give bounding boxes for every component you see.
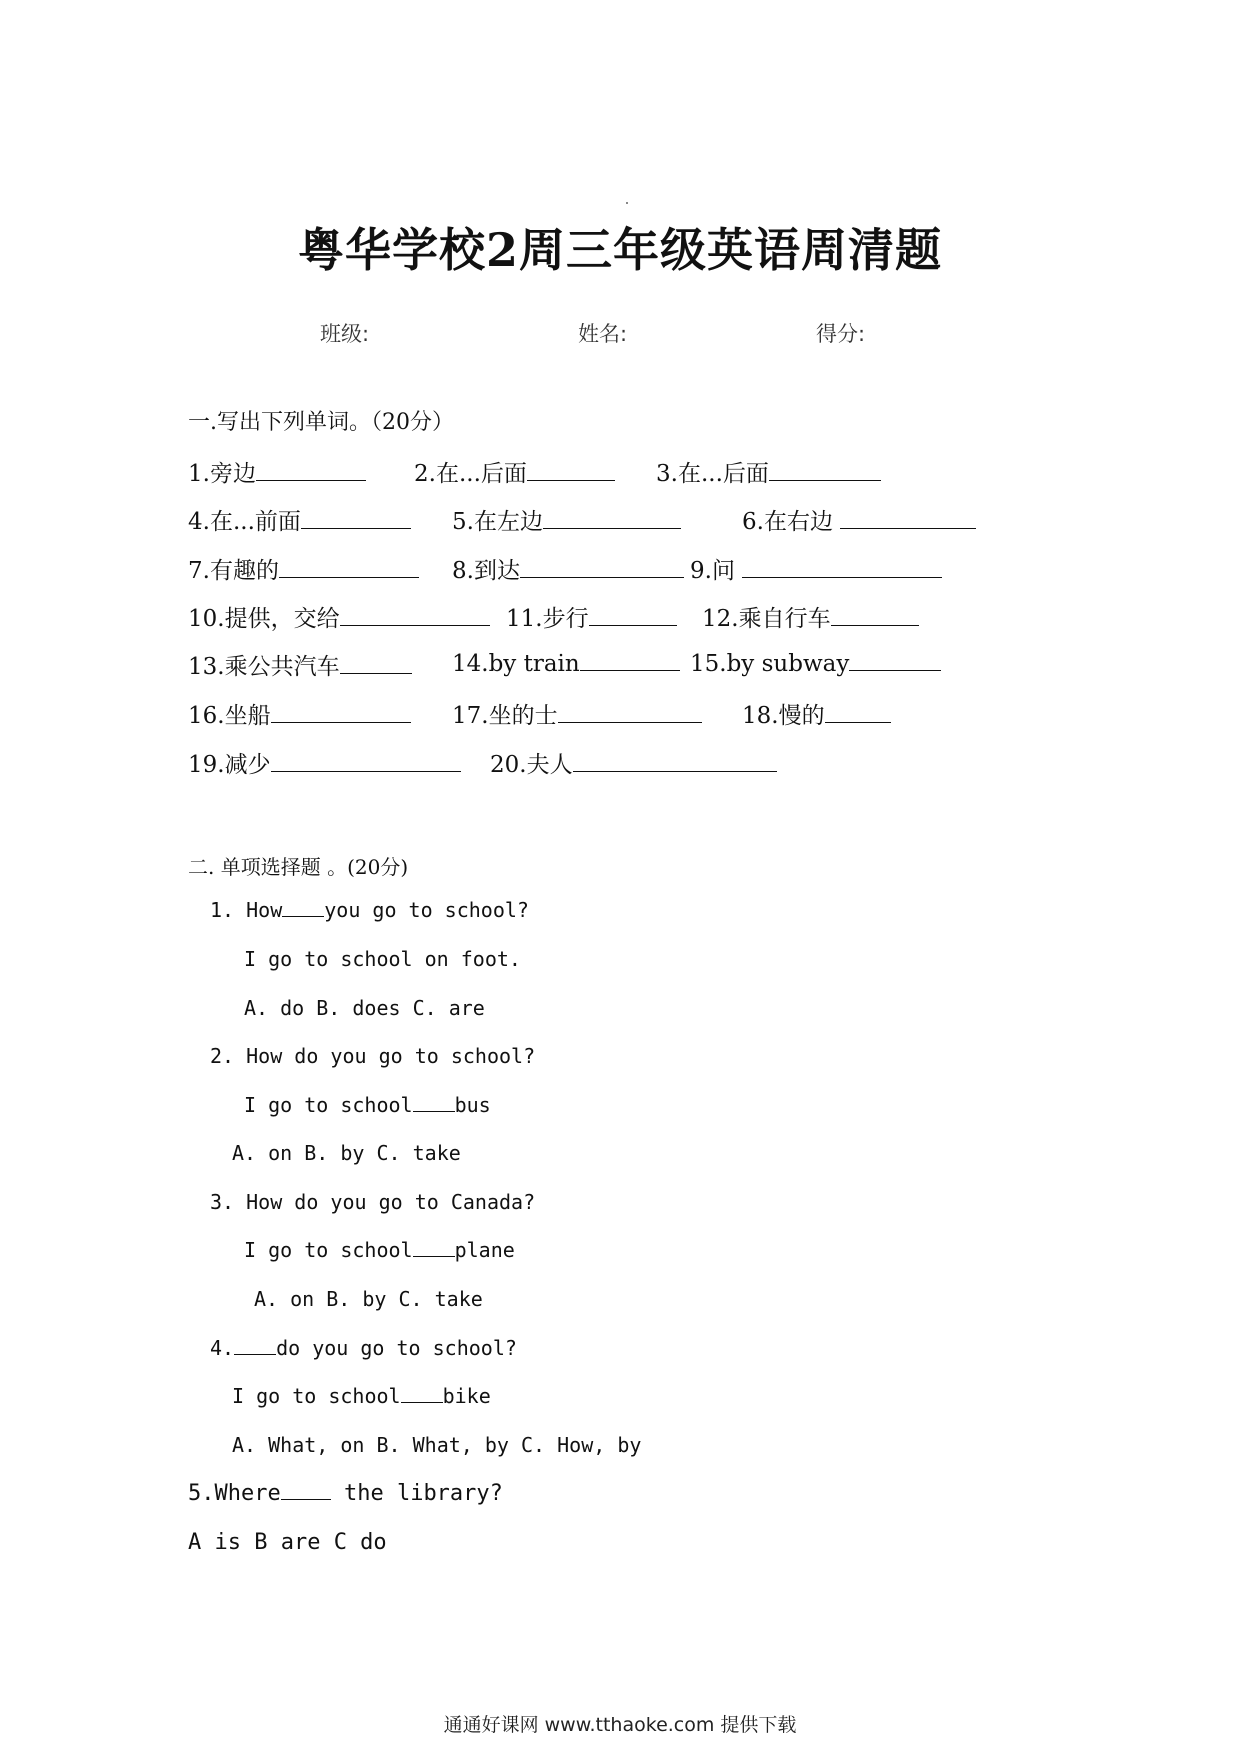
vocab-item: 7.有趣的 <box>188 552 419 585</box>
vocab-item: 6.在右边 <box>742 503 976 536</box>
answer-blank[interactable] <box>849 648 941 671</box>
options-5: A is B are C do <box>188 1530 387 1555</box>
answer-blank[interactable] <box>573 749 777 772</box>
class-label: 班级: <box>320 322 370 346</box>
vocab-item: 2.在...后面 <box>414 455 615 488</box>
options-3: A. on B. by C. take <box>254 1287 483 1311</box>
answer-blank[interactable] <box>301 506 411 529</box>
vocab-item: 10.提供，交给 <box>188 600 490 633</box>
vocab-item: 18.慢的 <box>742 697 891 730</box>
answer-blank[interactable] <box>340 603 490 626</box>
question-4: 4. do you go to school? <box>210 1336 517 1360</box>
vocab-item: 3.在...后面 <box>656 455 881 488</box>
answer-blank[interactable] <box>825 700 891 723</box>
answer-blank[interactable] <box>742 555 942 578</box>
vocab-item: 19.减少 <box>188 746 461 779</box>
answer-3: I go to school plane <box>244 1238 515 1262</box>
answer-blank[interactable] <box>769 458 881 481</box>
options-1: A. do B. does C. are <box>244 996 485 1020</box>
section1-heading: 一.写出下列单词。（20分） <box>188 410 454 435</box>
question-1: 1. How you go to school? <box>210 898 529 922</box>
section2-heading: 二. 单项选择题 。(20分) <box>188 855 409 879</box>
vocab-item: 5.在左边 <box>452 503 681 536</box>
scan-dot <box>626 202 628 204</box>
answer-blank[interactable] <box>558 700 702 723</box>
vocab-item: 15.by subway <box>690 648 941 677</box>
answer-blank[interactable] <box>234 1336 276 1355</box>
answer-blank[interactable] <box>256 458 366 481</box>
vocab-item: 12.乘自行车 <box>702 600 919 633</box>
answer-blank[interactable] <box>413 1093 455 1112</box>
question-3: 3. How do you go to Canada? <box>210 1190 536 1214</box>
answer-blank[interactable] <box>580 648 680 671</box>
question-2: 2. How do you go to school? <box>210 1044 536 1068</box>
answer-blank[interactable] <box>281 1481 331 1500</box>
answer-blank[interactable] <box>831 603 919 626</box>
answer-blank[interactable] <box>271 700 411 723</box>
answer-blank[interactable] <box>589 603 677 626</box>
answer-blank[interactable] <box>340 651 412 674</box>
vocab-item: 13.乘公共汽车 <box>188 648 412 681</box>
name-label: 姓名: <box>578 322 628 346</box>
score-label: 得分: <box>816 322 866 346</box>
answer-blank[interactable] <box>543 506 681 529</box>
answer-blank[interactable] <box>282 898 324 917</box>
footer-credit: 通通好课网 www.tthaoke.com 提供下载 <box>443 1714 797 1736</box>
options-2: A. on B. by C. take <box>232 1141 461 1165</box>
vocab-item: 14.by train <box>452 648 680 677</box>
vocab-item: 9.问 <box>690 552 942 585</box>
answer-1: I go to school on foot. <box>244 947 521 971</box>
answer-4: I go to school bike <box>232 1384 491 1408</box>
answer-blank[interactable] <box>279 555 419 578</box>
vocab-item: 11.步行 <box>506 600 677 633</box>
answer-2: I go to school bus <box>244 1093 491 1117</box>
vocab-item: 1.旁边 <box>188 455 366 488</box>
vocab-item: 4.在...前面 <box>188 503 411 536</box>
question-5: 5.Where the library? <box>188 1481 503 1506</box>
answer-blank[interactable] <box>840 506 976 529</box>
answer-blank[interactable] <box>271 749 461 772</box>
answer-blank[interactable] <box>527 458 615 481</box>
vocab-item: 8.到达 <box>452 552 684 585</box>
answer-blank[interactable] <box>401 1384 443 1403</box>
answer-blank[interactable] <box>413 1238 455 1257</box>
vocab-item: 20.夫人 <box>490 746 777 779</box>
vocab-item: 17.坐的士 <box>452 697 702 730</box>
options-4: A. What, on B. What, by C. How, by <box>232 1433 642 1457</box>
answer-blank[interactable] <box>520 555 684 578</box>
vocab-item: 16.坐船 <box>188 697 411 730</box>
page-title: 粤华学校2周三年级英语周清题 <box>297 223 942 277</box>
